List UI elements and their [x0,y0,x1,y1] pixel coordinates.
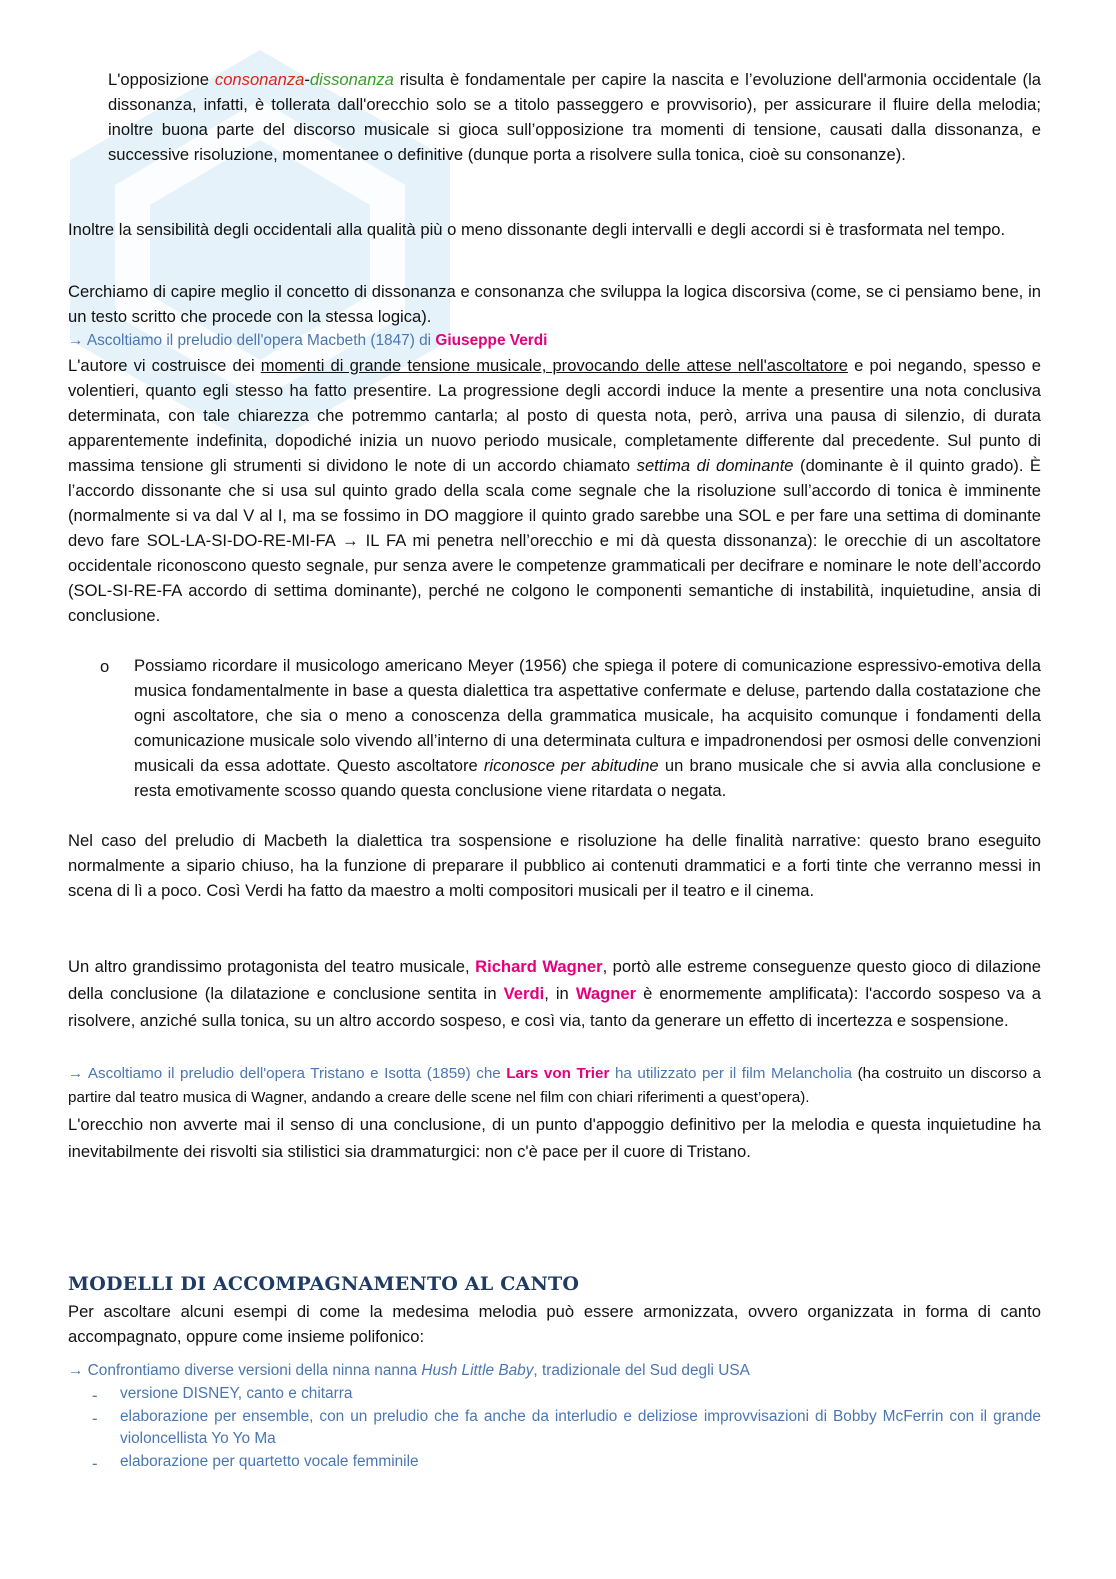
text-span: ha utilizzato per il film Melancholia [609,1065,853,1082]
paragraph-macbeth-analysis [68,353,1041,628]
list-marker: - [92,1454,98,1473]
paragraph-wagner [68,953,1041,1034]
list-item[interactable]: elaborazione per quartetto vocale femminile [120,1453,419,1470]
text-span: L'opposizione [108,70,215,89]
bullet-marker: o [100,657,110,676]
text-span: - [304,70,310,89]
list-item[interactable]: elaborazione per ensemble, con un preludio che fa anche da interludio e deliziose improvvisazioni di Bobby McFerrin con il grande violoncellista Yo Yo Ma [120,1408,1041,1447]
paragraph-macbeth-narrative: Nel caso del preludio di Macbeth la dialettica tra sospensione e risoluzione ha delle finalità narrative: questo brano eseguito normalmente a sipario chiuso, ha la funzione di preparare il pubblico ai contenuti drammatici e a forti tinte che verranno messi in scena di lì a poco. Così Verdi ha fatto da maestro a molti compositori musicali per il teatro e il cinema. [68,831,1041,900]
arrow-right-icon: → [68,1362,84,1379]
listen-macbeth[interactable] [68,329,1041,352]
list-marker: - [92,1409,98,1428]
compare-hush-little-baby[interactable] [68,1359,1041,1382]
bullet-meyer [134,653,1041,803]
arrow-right-icon: → [68,1065,84,1082]
text-span: IL FA mi penetra nell’orecchio e mi dà questa dissonanza): le orecchie di un ascoltatore occidentale riconoscono questo segnale, pur senza avere le competenze grammaticali per decifrare e nominare le note dell’accordo (SOL-SI-RE-FA accordo di settima dominante), perché ne colgono le componenti semantiche di instabilità, inquietudine, ansia di conclusione. [68,531,1041,625]
listen-tristano[interactable] [68,1062,1041,1110]
underlined-text: momenti di grande tensione musicale, provocando delle attese nell'ascoltatore [260,356,848,375]
term-consonanza: consonanza [214,70,305,89]
list-item[interactable]: versione DISNEY, canto e chitarra [120,1385,353,1402]
text-span: Un altro grandissimo protagonista del teatro musicale, [68,957,476,976]
paragraph-consonance-dissonance [108,67,1041,167]
text-span: , in [544,984,576,1003]
name-verdi: Verdi [503,984,545,1003]
text-span: e poi negando, spesso e volentieri, quanto egli stesso ha fatto presentire. La progressione degli accordi induce la mente a presentire una nota conclusiva determinata, con tale chiarezza che potremmo cantarla; al posto di questa nota, però, arriva una pausa di silenzio, di durata apparentemente indefinita, dopodiché inizia un nuovo periodo musicale, completamente differente dal precedente. Sul punto di massima tensione gli strumenti si dividono le note di un accordo chiamato [68,356,1041,475]
text-span: (dominante è il quinto grado). È l’accordo dissonante che si usa sul quinto grado della scala come segnale che la risoluzione sull’accordo di tonica è imminente (normalmente si va dal V al I, ma se fossimo in DO maggiore il quinto grado sarebbe una SOL e per fare una settima di dominante devo fare SOL-LA-SI-DO-RE-MI-FA [68,456,1041,550]
text-span: risulta è fondamentale per capire la nascita e l’evoluzione dell'armonia occidentale (la dissonanza, infatti, è tollerata dall'orecchio solo se a titolo passeggero e provvisorio), per assicurare il fluire della melodia; inoltre buona parte del discorso musicale si gioca sull’opposizione tra momenti di tensione, causati dalla dissonanza, e successive risoluzione, momentanee o definitive (dunque porta a risolvere sulla tonica, cioè su consonanze). [108,70,1041,164]
text-span: Ascoltiamo il preludio dell'opera Tristano e Isotta (1859) che [83,1065,507,1082]
text-span: Possiamo ricordare il musicologo americano Meyer (1956) che spiega il potere di comunicazione espressivo-emotiva della musica fondamentalmente in base a questa dialettica tra aspettative confermate e deluse, partendo dalla costatazione che ogni ascoltatore, che sia o meno a conoscenza della grammatica musicale, ha acquisito comunque i fondamenti della comunicazione musicale solo vivendo all’interno di una determinata cultura e impadronendosi per osmosi delle convenzioni musicali da essa adottate. Questo ascoltatore [134,656,1041,775]
paragraph-sensibility: Inoltre la sensibilità degli occidentali alla qualità più o meno dissonante degli intervalli e degli accordi si è trasformata nel tempo. [68,220,1006,239]
paragraph-examples: Per ascoltare alcuni esempi di come la medesima melodia può essere armonizzata, ovvero organizzata in forma di canto accompagnato, oppure come insieme polifonico: [68,1302,1041,1346]
arrow-right-icon: → [341,531,359,550]
arrow-right-icon: → [68,332,84,349]
text-span: è enormemente amplificata): l'accordo sospeso va a risolvere, anziché sulla tonica, su un altro accordo sospeso, e così via, tanto da generare un effetto di incertezza e sospensione. [68,984,1041,1030]
paragraph-tristano: L'orecchio non avverte mai il senso di una conclusione, di un punto d'appoggio definitivo per la melodia e questa inquietudine ha inevitabilmente dei risvolti sia stilistici sia drammaturgici: non c'è pace per il cuore di Tristano. [68,1115,1041,1161]
italic-term: riconosce per abitudine [483,756,659,775]
name-lars-von-trier: Lars von Trier [506,1065,610,1082]
name-verdi: Giuseppe Verdi [435,332,548,349]
text-span: L'autore vi costruisce dei [68,356,261,375]
name-wagner: Richard Wagner [475,957,603,976]
text-span: , tradizionale del Sud degli USA [533,1362,750,1379]
italic-title: Hush Little Baby [421,1362,534,1379]
name-wagner: Wagner [575,984,637,1003]
section-heading: MODELLI DI ACCOMPAGNAMENTO AL CANTO [68,1273,580,1295]
text-span: (ha costruito un discorso a partire dal teatro musica di Wagner, andando a creare delle scene nel film con chiari riferimenti a quest’opera). [68,1065,1042,1106]
text-span: , portò alle estreme conseguenze questo gioco di dilazione della conclusione (la dilatazione e conclusione sentita in [68,957,1042,1003]
italic-term: settima di dominante [636,456,794,475]
term-dissonanza: dissonanza [309,70,394,89]
paragraph-understand: Cerchiamo di capire meglio il concetto di dissonanza e consonanza che sviluppa la logica discorsiva (come, se ci pensiamo bene, in un testo scritto che procede con la stessa logica). [68,282,1041,326]
list-marker: - [92,1386,98,1405]
text-span: Confrontiamo diverse versioni della ninna nanna [83,1362,422,1379]
text-span: Ascoltiamo il preludio dell'opera Macbeth (1847) di [83,332,436,349]
text-span: un brano musicale che si avvia alla conclusione e resta emotivamente scosso quando questa conclusione viene ritardata o negata. [134,756,1042,800]
